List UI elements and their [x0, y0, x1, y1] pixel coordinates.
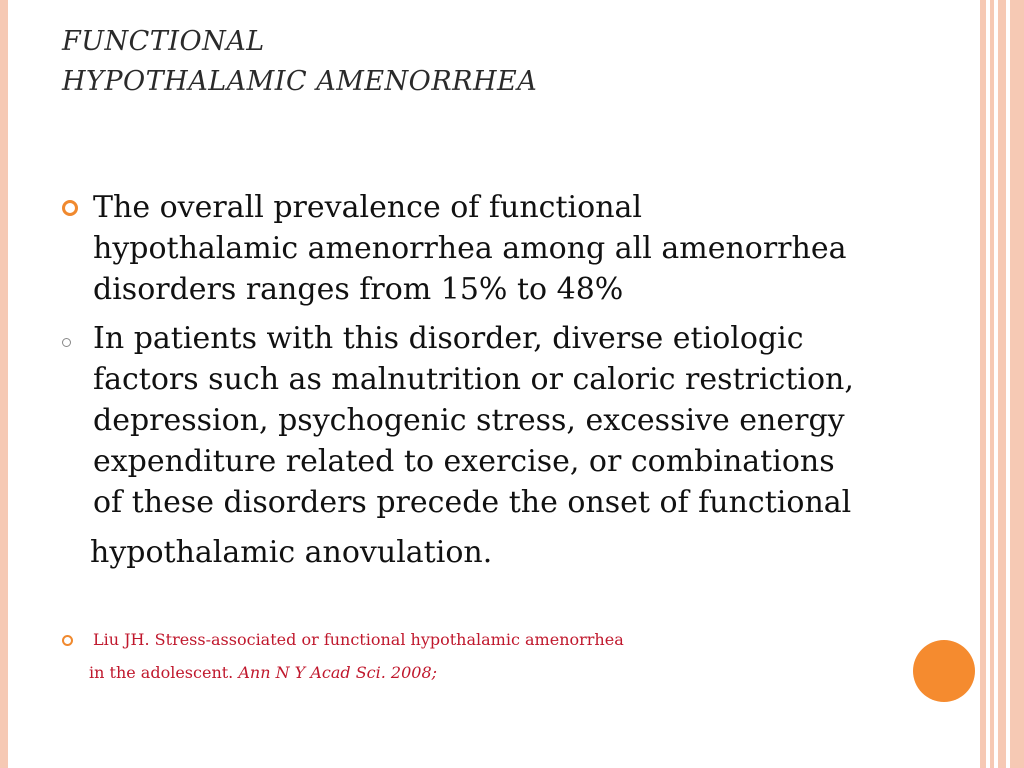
right-border-stripe: [980, 0, 986, 768]
right-border-stripe: [998, 0, 1006, 768]
right-border-stripe: [1010, 0, 1024, 768]
reference-line-1: Liu JH. Stress-associated or functional hypothalamic amenorrhea: [93, 630, 624, 649]
bullet-2-line: depression, psychogenic stress, excessive energy: [93, 403, 845, 438]
bullet-2-line: hypothalamic anovulation.: [90, 535, 493, 570]
bullet-1-line: hypothalamic amenorrhea among all amenorrhea: [93, 231, 847, 266]
bullet-2-line: expenditure related to exercise, or combinations: [93, 444, 835, 479]
right-border-stripe: [990, 0, 994, 768]
reference-citation-text: in the adolescent.: [89, 663, 239, 682]
bullet-orange-icon: [62, 200, 78, 216]
bullet-1: [93, 187, 847, 310]
bullet-2-continuation: [90, 532, 492, 573]
left-border-stripe: [0, 0, 8, 768]
bullet-2: [93, 318, 854, 523]
bullet-2-line: In patients with this disorder, diverse etiologic: [93, 321, 804, 356]
title-line-2: HYPOTHALAMIC AMENORRHEA: [62, 66, 538, 97]
bullet-1-line: The overall prevalence of functional: [93, 190, 642, 225]
reference-journal: Ann N Y Acad Sci. 2008;: [238, 663, 438, 682]
reference-bullet-icon: [62, 635, 73, 646]
bullet-hollow-icon: [62, 338, 71, 347]
decorative-orange-circle: [913, 640, 975, 702]
bullet-2-line: of these disorders precede the onset of functional: [93, 485, 852, 520]
bullet-1-line: disorders ranges from 15% to 48%: [93, 272, 624, 307]
bullet-2-line: factors such as malnutrition or caloric restriction,: [93, 362, 854, 397]
title-line-1: FUNCTIONAL: [62, 26, 265, 57]
slide-title: [62, 22, 537, 102]
reference-line-2: [89, 657, 437, 689]
